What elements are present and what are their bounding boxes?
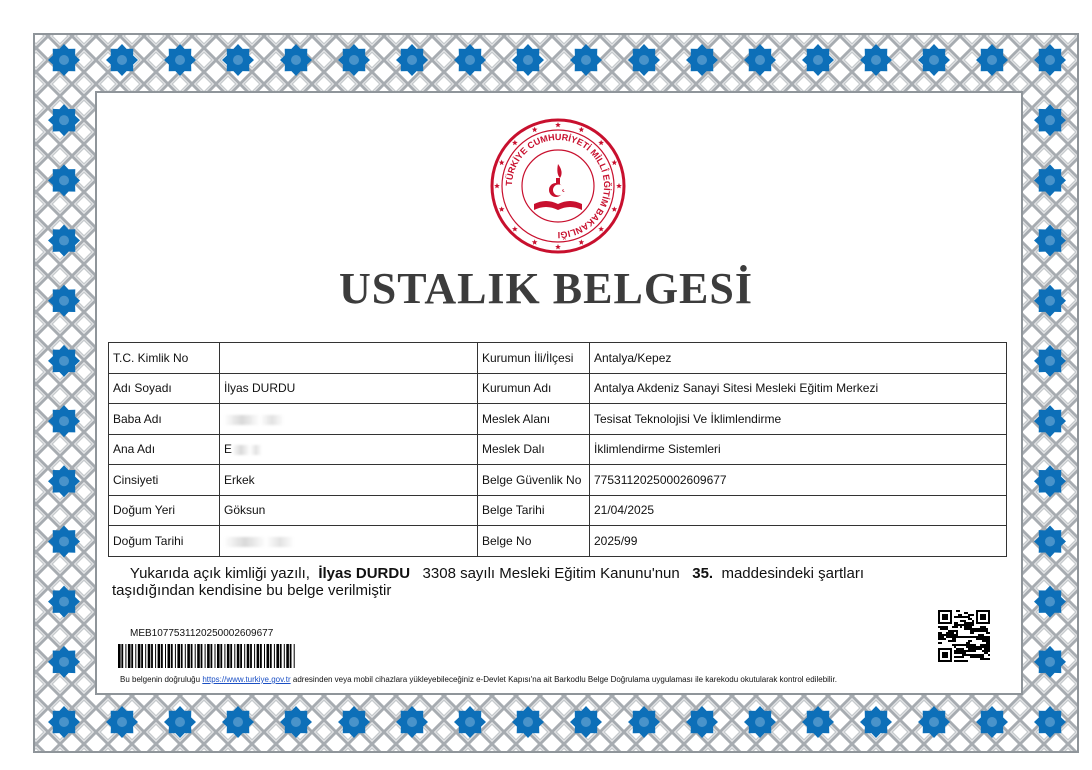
certification-statement [112, 565, 992, 599]
star-ornament-icon [802, 706, 834, 738]
star-ornament-icon [744, 44, 776, 76]
star-ornament-icon [48, 706, 80, 738]
qr-code-icon[interactable] [938, 610, 990, 662]
star-ornament-icon [48, 525, 80, 557]
label-dogum-yeri: Doğum Yeri [109, 495, 220, 526]
star-ornament-icon [454, 706, 486, 738]
table-row [109, 343, 1007, 374]
redacted-value [232, 445, 262, 455]
star-ornament-icon [1034, 525, 1066, 557]
star-ornament-icon [222, 44, 254, 76]
value-belge-tarihi: 21/04/2025 [590, 495, 1007, 526]
value-kurum-il-ilce: Antalya/Kepez [590, 343, 1007, 374]
value-baba-adi [220, 404, 478, 435]
table-row [109, 404, 1007, 435]
star-ornament-icon [1034, 164, 1066, 196]
star-ornament-icon [512, 706, 544, 738]
label-baba-adi: Baba Adı [109, 404, 220, 435]
label-dogum-tarihi: Doğum Tarihi [109, 526, 220, 557]
statement-holder-name: İlyas DURDU [318, 565, 411, 582]
table-row [109, 465, 1007, 496]
star-ornament-icon [280, 44, 312, 76]
value-tc-kimlik-no [220, 343, 478, 374]
barcode-icon[interactable] [118, 644, 298, 668]
star-ornament-icon [164, 706, 196, 738]
star-ornament-icon [280, 706, 312, 738]
star-ornament-icon [48, 225, 80, 257]
star-ornament-icon [570, 706, 602, 738]
value-belge-no: 2025/99 [590, 526, 1007, 557]
star-ornament-icon [454, 44, 486, 76]
redacted-value [224, 537, 294, 547]
star-ornament-icon [48, 345, 80, 377]
star-ornament-icon [164, 44, 196, 76]
label-belge-guvenlik-no: Belge Güvenlik No [478, 465, 590, 496]
star-ornament-icon [1034, 586, 1066, 618]
value-ana-adi [220, 434, 478, 465]
star-ornament-icon [744, 706, 776, 738]
svg-text:TÜRKİYE CUMHURİYETİ MİLLÎ EĞİT: TÜRKİYE CUMHURİYETİ MİLLÎ EĞİTİM BAKANLIĞI [503, 131, 613, 241]
value-cinsiyeti: Erkek [220, 465, 478, 496]
star-ornament-icon [106, 44, 138, 76]
statement-part1: Yukarıda açık kimliği yazılı, [129, 565, 310, 582]
label-cinsiyeti: Cinsiyeti [109, 465, 220, 496]
table-row [109, 434, 1007, 465]
star-ornament-icon [396, 706, 428, 738]
star-ornament-icon [1034, 405, 1066, 437]
label-tc-kimlik-no: T.C. Kimlik No [109, 343, 220, 374]
ana-adi-visible-initial: E [224, 442, 233, 457]
star-ornament-icon [686, 44, 718, 76]
footer-prefix: Bu belgenin doğruluğu [120, 675, 201, 684]
star-ornament-icon [802, 44, 834, 76]
star-ornament-icon [48, 104, 80, 136]
ministry-seal-icon [490, 118, 626, 254]
star-ornament-icon [512, 44, 544, 76]
star-ornament-icon [1034, 345, 1066, 377]
star-ornament-icon [976, 706, 1008, 738]
star-ornament-icon [338, 706, 370, 738]
star-ornament-icon [860, 706, 892, 738]
label-belge-tarihi: Belge Tarihi [478, 495, 590, 526]
document-title: USTALIK BELGESİ [338, 264, 753, 313]
value-adi-soyadi: İlyas DURDU [220, 373, 478, 404]
statement-article-number: 35. [692, 565, 714, 582]
star-ornament-icon [628, 706, 660, 738]
label-ana-adi: Ana Adı [109, 434, 220, 465]
value-dogum-tarihi [220, 526, 478, 557]
star-ornament-icon [1034, 225, 1066, 257]
star-ornament-icon [1034, 646, 1066, 678]
label-kurum-il-ilce: Kurumun İli/İlçesi [478, 343, 590, 374]
star-ornament-icon [628, 44, 660, 76]
star-ornament-icon [222, 706, 254, 738]
label-kurum-adi: Kurumun Adı [478, 373, 590, 404]
statement-part4: taşıdığından kendisine bu belge verilmiştir [112, 582, 392, 599]
star-ornament-icon [48, 164, 80, 196]
star-ornament-icon [106, 706, 138, 738]
label-adi-soyadi: Adı Soyadı [109, 373, 220, 404]
star-ornament-icon [48, 44, 80, 76]
star-ornament-icon [338, 44, 370, 76]
star-ornament-icon [1034, 465, 1066, 497]
label-meslek-dali: Meslek Dalı [478, 434, 590, 465]
value-belge-guvenlik-no: 77531120250002609677 [590, 465, 1007, 496]
table-row [109, 526, 1007, 557]
verification-footer [120, 675, 837, 684]
star-ornament-icon [860, 44, 892, 76]
star-ornament-icon [570, 44, 602, 76]
label-belge-no: Belge No [478, 526, 590, 557]
star-ornament-icon [48, 465, 80, 497]
star-ornament-icon [918, 706, 950, 738]
value-meslek-dali: İklimlendirme Sistemleri [590, 434, 1007, 465]
star-ornament-icon [48, 586, 80, 618]
table-row [109, 373, 1007, 404]
label-meslek-alani: Meslek Alanı [478, 404, 590, 435]
statement-part3: maddesindeki şartları [721, 565, 865, 582]
star-ornament-icon [1034, 706, 1066, 738]
value-meslek-alani: Tesisat Teknolojisi Ve İklimlendirme [590, 404, 1007, 435]
barcode-text: MEB107753112025000260967​7 [130, 628, 274, 639]
star-ornament-icon [1034, 104, 1066, 136]
footer-suffix: adresinden veya mobil cihazlara yükleyebileceğiniz e-Devlet Kapısı'na ait Barkodlu Belge Doğrulama uygulaması ile karekodu okutularak kontrol edilebilir. [292, 675, 837, 684]
statement-part2: 3308 sayılı Mesleki Eğitim Kanunu'nun [422, 565, 680, 582]
value-dogum-yeri: Göksun [220, 495, 478, 526]
turkiye-gov-link[interactable]: https://www.turkiye.gov.tr [202, 675, 291, 684]
star-ornament-icon [48, 646, 80, 678]
certificate-info-table [108, 342, 1007, 557]
star-ornament-icon [976, 44, 1008, 76]
star-ornament-icon [48, 405, 80, 437]
redacted-value [224, 415, 284, 425]
star-ornament-icon [686, 706, 718, 738]
star-ornament-icon [918, 44, 950, 76]
table-row [109, 495, 1007, 526]
star-ornament-icon [396, 44, 428, 76]
star-ornament-icon [1034, 44, 1066, 76]
value-kurum-adi: Antalya Akdeniz Sanayi Sitesi Mesleki Eğitim Merkezi [590, 373, 1007, 404]
